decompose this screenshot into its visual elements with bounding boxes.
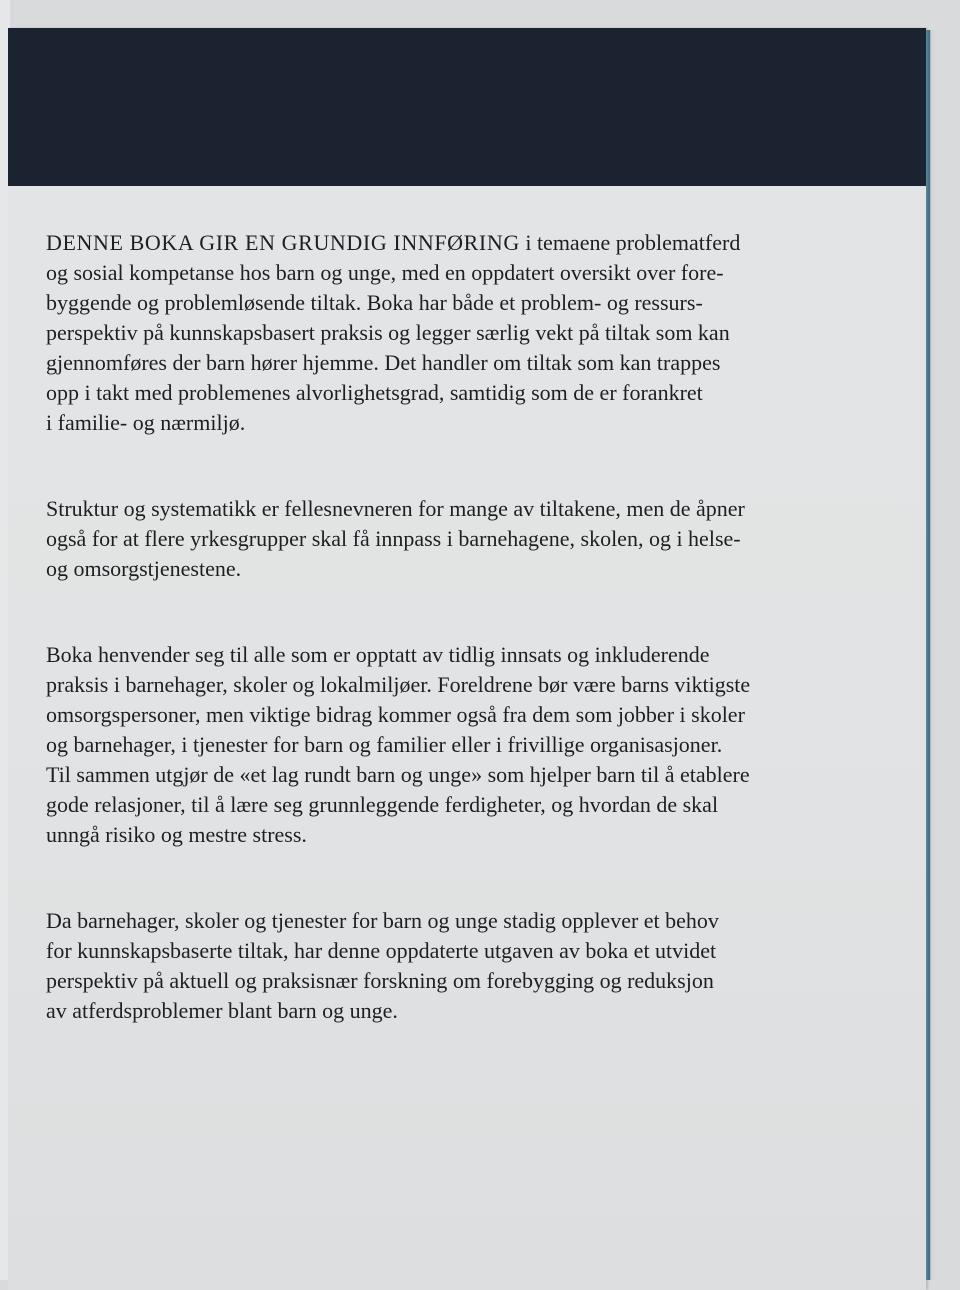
blurb-text	[46, 228, 866, 1082]
paragraph-1-line: og sosial kompetanse hos barn og unge, med en oppdatert oversikt over fore-	[46, 260, 724, 285]
paragraph-3-line: Til sammen utgjør de «et lag rundt barn og unge» som hjelper barn til å etablere	[46, 762, 750, 787]
lead-in-small-caps: DENNE BOKA GIR EN GRUNDIG INNFØRING	[46, 230, 520, 255]
paragraph-2-line: også for at flere yrkesgrupper skal få innpass i barnehagene, skolen, og i helse-	[46, 526, 741, 551]
paragraph-4-line: Da barnehager, skoler og tjenester for barn og unge stadig opplever et behov	[46, 908, 719, 933]
paragraph-4-line: perspektiv på aktuell og praksisnær forskning om forebygging og reduksjon	[46, 968, 714, 993]
paragraph-3-line: gode relasjoner, til å lære seg grunnleggende ferdigheter, og hvordan de skal	[46, 792, 719, 817]
dark-top-band	[8, 28, 926, 186]
paragraph-2-line: og omsorgstjenestene.	[46, 556, 242, 581]
paragraph-1-line: gjennomføres der barn hører hjemme. Det handler om tiltak som kan trappes	[46, 350, 721, 375]
paragraph-3	[46, 640, 866, 850]
paragraph-2-line: Struktur og systematikk er fellesnevneren for mange av tiltakene, men de åpner	[46, 496, 745, 521]
paragraph-3-line: omsorgspersoner, men viktige bidrag kommer også fra dem som jobber i skoler	[46, 702, 745, 727]
paragraph-1-line: i familie- og nærmiljø.	[46, 410, 246, 435]
paragraph-3-line: praksis i barnehager, skoler og lokalmiljøer. Foreldrene bør være barns viktigste	[46, 672, 751, 697]
paragraph-4	[46, 906, 866, 1026]
book-spine-edge	[926, 30, 936, 1280]
paragraph-3-line: Boka henvender seg til alle som er opptatt av tidlig innsats og inkluderende	[46, 642, 710, 667]
paragraph-3-line: og barnehager, i tjenester for barn og familier eller i frivillige organisasjoner.	[46, 732, 723, 757]
paragraph-3-line: unngå risiko og mestre stress.	[46, 822, 307, 847]
paragraph-1	[46, 228, 866, 438]
book-back-cover	[8, 28, 926, 1290]
paragraph-1-line: opp i takt med problemenes alvorlighetsgrad, samtidig som de er forankret	[46, 380, 703, 405]
paragraph-4-line: av atferdsproblemer blant barn og unge.	[46, 998, 398, 1023]
paragraph-1-line: byggende og problemløsende tiltak. Boka har både et problem- og ressurs-	[46, 290, 703, 315]
paragraph-1-line-1: DENNE BOKA GIR EN GRUNDIG INNFØRING i temaene problematferd	[46, 230, 741, 255]
paragraph-4-line: for kunnskapsbaserte tiltak, har denne oppdaterte utgaven av boka et utvidet	[46, 938, 717, 963]
paragraph-2	[46, 494, 866, 584]
paragraph-1-line: perspektiv på kunnskapsbasert praksis og legger særlig vekt på tiltak som kan	[46, 320, 730, 345]
